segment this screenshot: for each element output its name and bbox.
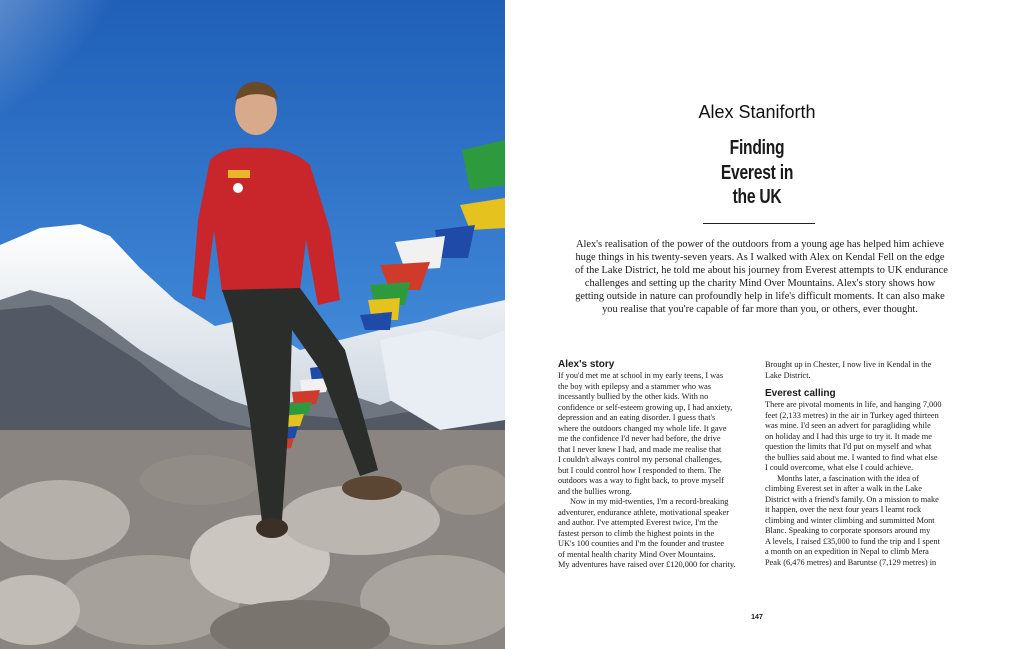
body-line: and author. I've attempted Everest twice, I'm the: [558, 518, 718, 527]
article-page: [505, 0, 1009, 649]
body-line: I could overcome, what else I could achieve.: [765, 463, 914, 472]
body-line: My adventures have raised over £120,000 for charity.: [558, 560, 736, 569]
intro-line: Alex's realisation of the power of the outdoors from a young age has helped him achieve: [575, 239, 945, 250]
body-paragraph: [558, 497, 753, 571]
body-line: Blanc. Speaking to corporate sponsors around my: [765, 526, 931, 535]
text-column-right: [765, 356, 960, 568]
title-line: Finding: [729, 137, 785, 159]
body-line: that I never knew I had, and made me realise that: [558, 444, 722, 454]
body-paragraph: [765, 400, 960, 474]
body-line: but I could control how I responded to them. The: [558, 465, 721, 475]
body-line: confidence or self-esteem growing up, I had anxiety,: [558, 402, 733, 412]
author-name: Alex Staniforth: [698, 102, 816, 122]
body-line: a month on an expedition in Nepal to climb Mera: [765, 547, 929, 556]
body-line: adventurer, endurance athlete, motivational speaker: [558, 507, 730, 517]
title-line: the UK: [732, 186, 782, 208]
body-line: it happen, over the next four years I learnt rock: [765, 505, 922, 514]
body-line: climbing Everest set in after a walk in the Lake: [765, 484, 922, 493]
intro-line: you realise that you're capable of far more than you, or others, ever thought.: [602, 304, 918, 316]
body-line: feet (2,133 metres) in the air in Turkey aged thirteen: [765, 410, 939, 420]
body-line: the boy with epilepsy and a stammer who was: [558, 381, 711, 391]
intro-paragraph: [575, 238, 948, 317]
article-title: [505, 136, 1009, 210]
body-line: was mine. I'd seen an advert for paragliding while: [765, 421, 931, 430]
body-line: There are pivotal moments in life, and hanging 7,000: [765, 400, 942, 409]
body-line: Now in my mid-twenties, I'm a record-breaking: [570, 497, 729, 506]
body-line: on holiday and I had this urge to try it. It made me: [765, 431, 932, 441]
body-line: where the outdoors changed my whole life. It gave: [558, 423, 727, 433]
body-line: the bullies said about me. I wanted to find what else: [765, 452, 938, 462]
body-line: depression and an eating disorder. I guess that's: [558, 413, 716, 422]
body-line: question the limits that I'd put on myself and what: [765, 442, 932, 451]
body-line: of mental health charity Mind Over Mountains.: [558, 549, 716, 559]
intro-line: challenges and setting up the charity Mind Over Mountains. Alex's story shows how: [584, 278, 936, 290]
body-line: Brought up in Chester, I now live in Kendal in the: [765, 360, 932, 369]
body-line: A levels, I raised £35,000 to fund the trip and I spent: [765, 536, 940, 546]
page-number: 147: [751, 614, 763, 621]
intro-line: getting outside in nature can profoundly help in life's difficult moments. It can also make: [575, 291, 945, 303]
body-line: If you'd met me at school in my early teens, I was: [558, 371, 724, 380]
body-line: outdoors was a way to fight back, to prove myself: [558, 476, 724, 485]
body-paragraph: [765, 474, 960, 569]
body-paragraph: [765, 360, 960, 381]
body-line: Peak (6,476 metres) and Baruntse (7,129 metres) in: [765, 557, 937, 567]
divider: [703, 223, 815, 224]
section-heading: Alex's story: [558, 359, 615, 370]
body-line: fastest person to climb the highest points in the: [558, 528, 715, 538]
body-line: incessantly bullied by the other kids. With no: [558, 392, 709, 401]
body-line: Months later, a fascination with the idea of: [777, 473, 920, 483]
body-line: me the confidence I'd never had before, the drive: [558, 434, 721, 443]
intro-line: of the Lake District, he told me about his journey from Everest attempts to UK endurance: [575, 265, 948, 277]
body-line: I couldn't always control my personal challenges,: [558, 455, 722, 464]
body-line: UK's 100 counties and I'm the founder and trustee: [558, 539, 725, 548]
title-line: Everest in: [720, 161, 794, 184]
body-paragraph: [558, 371, 753, 497]
body-line: climbing and winter climbing and summitted Mont: [765, 515, 935, 525]
text-column-left: [558, 356, 753, 571]
body-line: Lake District.: [765, 370, 811, 380]
body-line: District with a friend's family. On a mission to make: [765, 494, 939, 504]
body-line: and the bullies wrong.: [558, 486, 632, 496]
section-heading: Everest calling: [765, 388, 836, 399]
intro-line: huge things in his twenty-seven years. As I walked with Alex on Kendal Fell on the edge: [575, 252, 945, 264]
